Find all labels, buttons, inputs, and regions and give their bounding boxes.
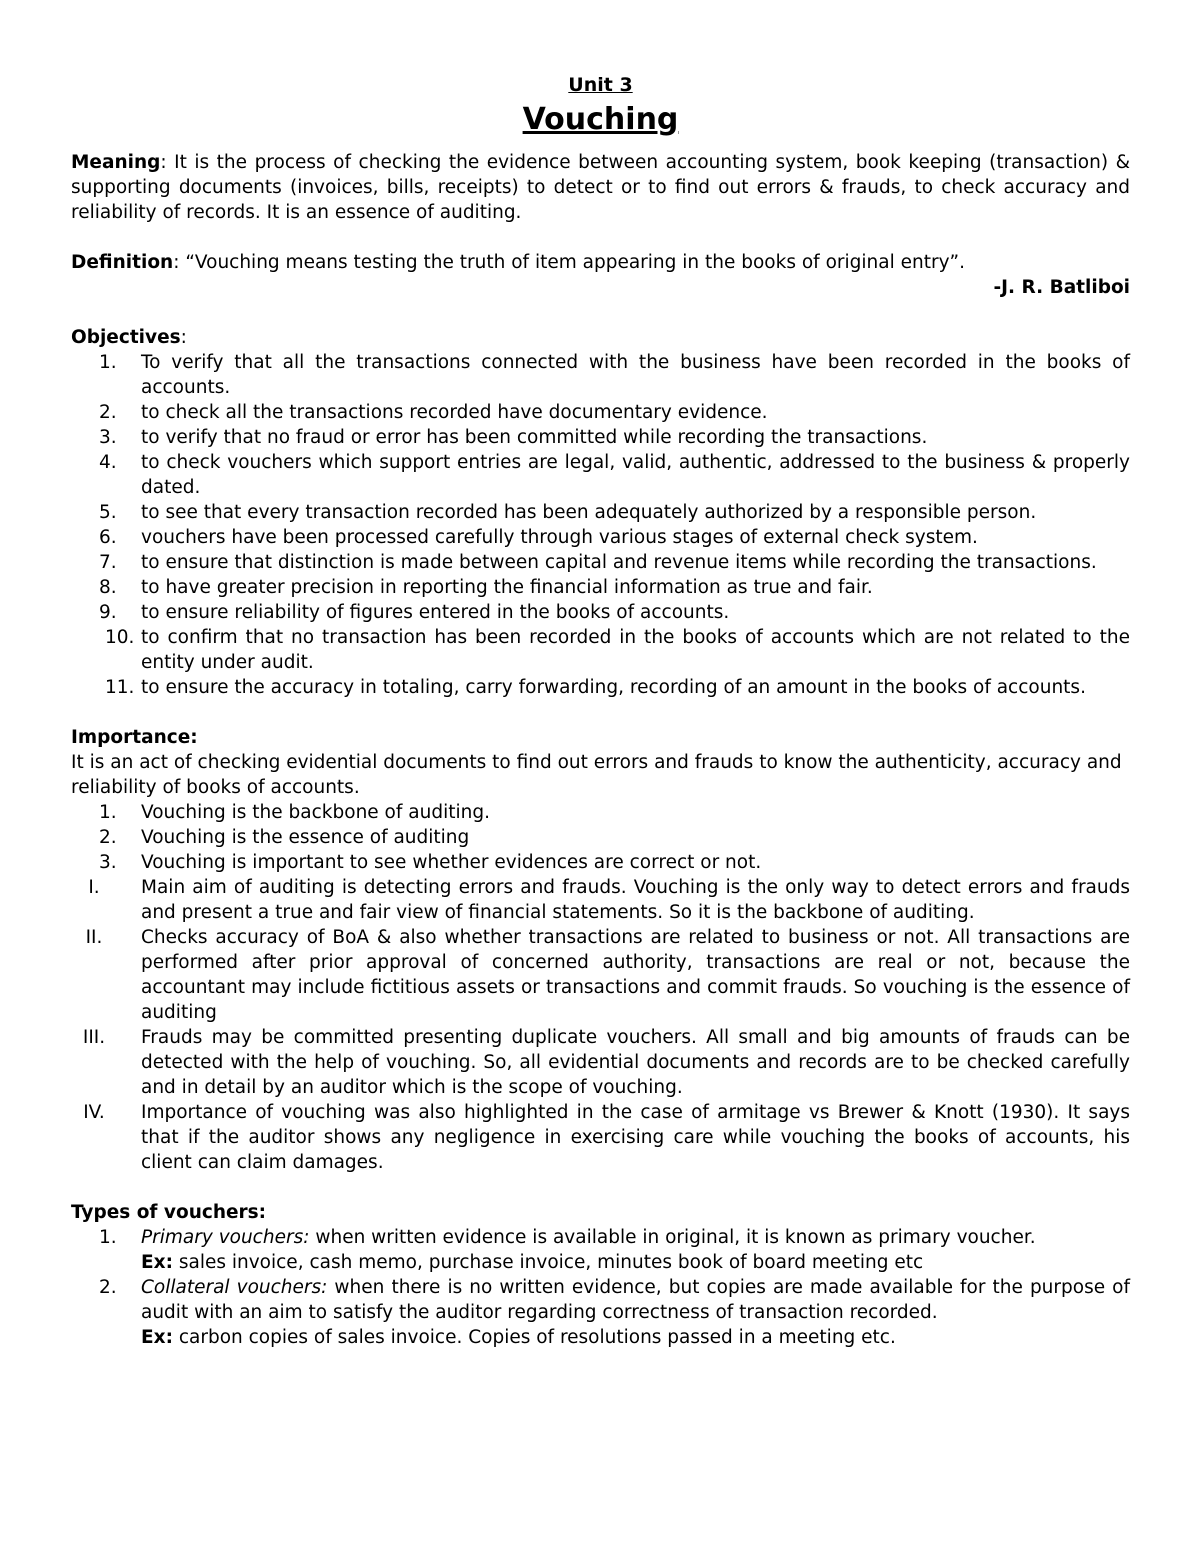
list-item-number: 10. <box>105 627 135 648</box>
list-item <box>71 400 1130 425</box>
list-item-text: Vouching is the essence of auditing <box>141 827 470 848</box>
list-item-number: 3. <box>99 852 117 873</box>
list-item-text: Checks accuracy of BoA & also whether transactions are related to business or not. All transactions are performed after prior approval of concerned authority, transactions are real or not, because the accountant may include fictitious assets or transactions and commit frauds. So vouching is the essence of auditing <box>141 927 1130 1023</box>
list-item-text: Vouching is the backbone of auditing. <box>141 802 490 823</box>
list-item-text: to check vouchers which support entries are legal, valid, authentic, addressed to the business & properly dated. <box>141 452 1130 498</box>
list-item-number: 1. <box>99 802 117 823</box>
list-item <box>71 1225 1130 1275</box>
list-item-number: 4. <box>99 452 117 473</box>
definition-label: Definition <box>71 252 174 273</box>
list-item-number: 11. <box>105 677 135 698</box>
list-item <box>71 500 1130 525</box>
list-item <box>71 425 1130 450</box>
example-label: Ex: <box>141 1327 173 1348</box>
list-item-text: to ensure reliability of figures entered in the books of accounts. <box>141 602 730 623</box>
list-item-text: Frauds may be committed presenting duplicate vouchers. All small and big amounts of frauds can be detected with the help of vouching. So, all evidential documents and records are to be checked carefully and in detail by an auditor which is the scope of vouching. <box>141 1027 1130 1098</box>
list-item-text: Main aim of auditing is detecting errors and frauds. Vouching is the only way to detect errors and frauds and present a true and fair view of financial statements. So it is the backbone of auditing. <box>141 877 1130 923</box>
definition-author: -J. R. Batliboi <box>993 277 1130 298</box>
list-item-text: to have greater precision in reporting the financial information as true and fair. <box>141 577 873 598</box>
list-item <box>71 525 1130 550</box>
list-item-text: To verify that all the transactions connected with the business have been recorded in the books of accounts. <box>141 352 1130 398</box>
types-heading: Types of vouchers: <box>71 1202 267 1223</box>
objectives-label: Objectives <box>71 327 181 348</box>
list-item <box>71 825 1130 850</box>
list-item-text: Importance of vouching was also highlighted in the case of armitage vs Brewer & Knott (1930). It says that if the auditor shows any negligence in exercising care while vouching the books of accounts, his client can claim damages. <box>141 1102 1130 1173</box>
importance-list <box>71 800 1130 875</box>
list-item-number: 1. <box>99 352 117 373</box>
list-item <box>71 850 1130 875</box>
list-item <box>71 575 1130 600</box>
list-item <box>71 350 1130 400</box>
list-item-number: I. <box>88 877 100 898</box>
list-item-text: to confirm that no transaction has been recorded in the books of accounts which are not related to the entity under audit. <box>141 627 1130 673</box>
voucher-type-description: when there is no written evidence, but copies are made available for the purpose of audit with an aim to satisfy the auditor regarding correctness of transaction recorded. <box>141 1277 1130 1323</box>
list-item-text: vouchers have been processed carefully through various stages of external check system. <box>141 527 978 548</box>
definition-text: : “Vouching means testing the truth of item appearing in the books of original entry”. <box>173 252 965 273</box>
example-label: Ex: <box>141 1252 173 1273</box>
voucher-type-name: Collateral vouchers: <box>141 1277 328 1298</box>
list-item-text: to ensure the accuracy in totaling, carry forwarding, recording of an amount in the books of accounts. <box>141 677 1086 698</box>
list-item <box>71 1025 1130 1100</box>
list-item <box>71 1275 1130 1350</box>
list-item-text: to verify that no fraud or error has been committed while recording the transactions. <box>141 427 928 448</box>
meaning-text: : It is the process of checking the evidence between accounting system, book keeping (transaction) & supporting documents (invoices, bills, receipts) to detect or to find out errors & frauds, to check accuracy and reliability of records. It is an essence of auditing. <box>71 152 1130 223</box>
list-item-number: 1. <box>99 1227 117 1248</box>
list-item <box>71 800 1130 825</box>
list-item <box>71 450 1130 500</box>
list-item <box>71 675 1130 700</box>
list-item-number: 8. <box>99 577 117 598</box>
list-item <box>71 625 1130 675</box>
list-item-number: 6. <box>99 527 117 548</box>
list-item-number: III. <box>82 1027 106 1048</box>
list-item-number: 9. <box>99 602 117 623</box>
list-item-number: 2. <box>99 1277 117 1298</box>
list-item-number: 3. <box>99 427 117 448</box>
importance-heading: Importance: <box>71 727 198 748</box>
example-text: sales invoice, cash memo, purchase invoice, minutes book of board meeting etc <box>172 1252 924 1273</box>
objectives-heading <box>71 325 1130 350</box>
list-item-text: to check all the transactions recorded have documentary evidence. <box>141 402 768 423</box>
list-item-text: to see that every transaction recorded has been adequately authorized by a responsible person. <box>141 502 1037 523</box>
list-item-number: 7. <box>99 552 117 573</box>
list-item-number: 2. <box>99 402 117 423</box>
objectives-colon: : <box>180 327 187 348</box>
example-text: carbon copies of sales invoice. Copies of resolutions passed in a meeting etc. <box>172 1327 896 1348</box>
voucher-type-name: Primary vouchers: <box>141 1227 310 1248</box>
importance-intro: It is an act of checking evidential documents to find out errors and frauds to know the authenticity, accuracy and reliability of books of accounts. <box>71 752 1122 798</box>
list-item-number: 5. <box>99 502 117 523</box>
unit-heading: Unit 3 <box>568 74 633 96</box>
list-item <box>71 550 1130 575</box>
meaning-label: Meaning <box>71 152 161 173</box>
page-title: Vouching <box>522 102 679 137</box>
list-item-number: 2. <box>99 827 117 848</box>
voucher-type-description: when written evidence is available in original, it is known as primary voucher. <box>309 1227 1036 1248</box>
meaning-paragraph <box>71 150 1130 225</box>
types-list <box>71 1225 1130 1350</box>
list-item-text: to ensure that distinction is made between capital and revenue items while recording the transactions. <box>141 552 1097 573</box>
definition-paragraph <box>71 250 1130 275</box>
list-item-number: IV. <box>83 1102 105 1123</box>
document-page <box>71 70 1130 1350</box>
list-item <box>71 925 1130 1025</box>
list-item <box>71 600 1130 625</box>
list-item-text: Vouching is important to see whether evidences are correct or not. <box>141 852 762 873</box>
objectives-list <box>71 350 1130 700</box>
list-item <box>71 875 1130 925</box>
list-item <box>71 1100 1130 1175</box>
importance-roman-list <box>71 875 1130 1175</box>
list-item-number: II. <box>85 927 103 948</box>
